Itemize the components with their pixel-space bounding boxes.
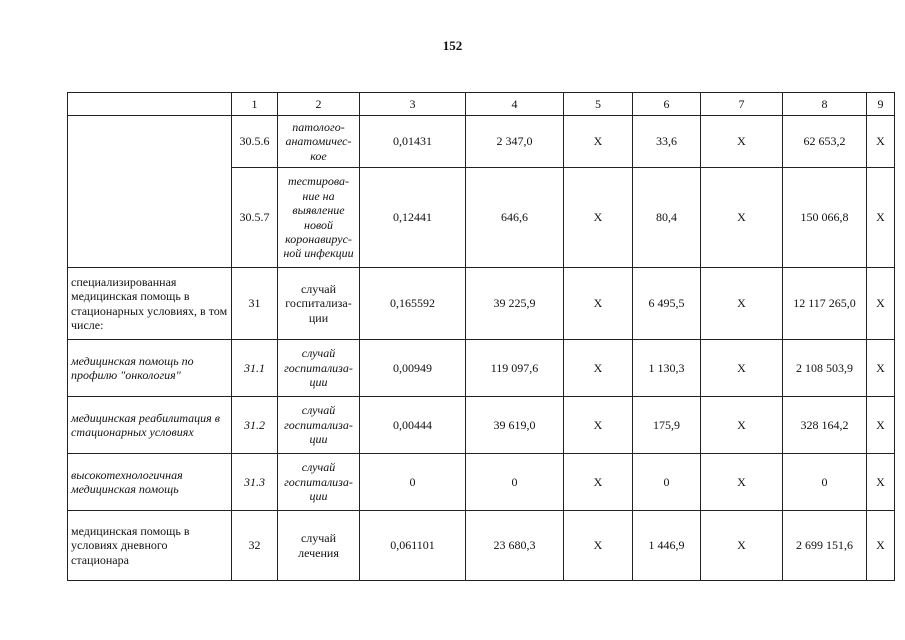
cell-col6: 175,9	[633, 397, 701, 454]
cell-col4: 646,6	[466, 168, 564, 268]
row-description: медицинская помощь по профилю "онкология"	[68, 340, 232, 397]
cell-col3: 0,01431	[360, 116, 466, 168]
header-cell: 2	[278, 93, 360, 116]
cell-col4: 119 097,6	[466, 340, 564, 397]
row-code: 31.1	[232, 340, 278, 397]
row-unit: случай госпитализа-ции	[278, 397, 360, 454]
cell-col6: 0	[633, 454, 701, 511]
cell-col9: X	[867, 511, 895, 581]
header-row	[68, 93, 895, 116]
table-row	[68, 340, 895, 397]
row-code: 31.2	[232, 397, 278, 454]
row-description: высокотехнологичная медицинская помощь	[68, 454, 232, 511]
cell-col3: 0,12441	[360, 168, 466, 268]
header-cell	[68, 93, 232, 116]
row-unit: случай госпитализа-ции	[278, 340, 360, 397]
cell-col5: X	[564, 268, 633, 340]
cell-col7: X	[701, 116, 783, 168]
cell-col8: 328 164,2	[783, 397, 867, 454]
cell-col7: X	[701, 397, 783, 454]
row-description: специализированная медицинская помощь в стационарных условиях, в том числе:	[68, 268, 232, 340]
row-unit: случай госпитализа-ции	[278, 268, 360, 340]
cell-col9: X	[867, 340, 895, 397]
row-unit: патолого-анатомичес-кое	[278, 116, 360, 168]
header-cell: 9	[867, 93, 895, 116]
row-description: медицинская реабилитация в стационарных условиях	[68, 397, 232, 454]
cell-col6: 1 130,3	[633, 340, 701, 397]
cell-col3: 0,061101	[360, 511, 466, 581]
cell-col5: X	[564, 397, 633, 454]
cell-col6: 80,4	[633, 168, 701, 268]
cell-col3: 0,165592	[360, 268, 466, 340]
table-row	[68, 116, 895, 168]
cell-col6: 1 446,9	[633, 511, 701, 581]
cell-col5: X	[564, 454, 633, 511]
cell-col9: X	[867, 168, 895, 268]
header-cell: 5	[564, 93, 633, 116]
cell-col9: X	[867, 268, 895, 340]
table-row	[68, 454, 895, 511]
cell-col5: X	[564, 511, 633, 581]
cell-col5: X	[564, 168, 633, 268]
cell-col8: 2 699 151,6	[783, 511, 867, 581]
cell-col7: X	[701, 454, 783, 511]
cell-col4: 0	[466, 454, 564, 511]
row-unit: тестирова-ние на выявление новой коронавирус-ной инфекции	[278, 168, 360, 268]
page-number: 152	[442, 38, 463, 53]
header-cell: 3	[360, 93, 466, 116]
data-table	[67, 92, 895, 581]
row-code: 31.3	[232, 454, 278, 511]
cell-col3: 0	[360, 454, 466, 511]
table-row	[68, 511, 895, 581]
cell-col9: X	[867, 397, 895, 454]
cell-col6: 6 495,5	[633, 268, 701, 340]
row-code: 30.5.6	[232, 116, 278, 168]
cell-col4: 39 619,0	[466, 397, 564, 454]
cell-col8: 150 066,8	[783, 168, 867, 268]
cell-col7: X	[701, 511, 783, 581]
cell-col9: X	[867, 116, 895, 168]
header-cell: 4	[466, 93, 564, 116]
row-code: 31	[232, 268, 278, 340]
cell-col6: 33,6	[633, 116, 701, 168]
cell-col3: 0,00949	[360, 340, 466, 397]
header-cell: 1	[232, 93, 278, 116]
row-description: медицинская помощь в условиях дневного стационара	[68, 511, 232, 581]
cell-col7: X	[701, 268, 783, 340]
header-cell: 7	[701, 93, 783, 116]
row-description	[68, 116, 232, 268]
header-cell: 8	[783, 93, 867, 116]
cell-col8: 12 117 265,0	[783, 268, 867, 340]
table-row	[68, 397, 895, 454]
cell-col9: X	[867, 454, 895, 511]
cell-col8: 0	[783, 454, 867, 511]
row-unit: случай госпитализа-ции	[278, 454, 360, 511]
cell-col7: X	[701, 340, 783, 397]
row-unit: случай лечения	[278, 511, 360, 581]
header-cell: 6	[633, 93, 701, 116]
cell-col5: X	[564, 116, 633, 168]
cell-col7: X	[701, 168, 783, 268]
cell-col4: 39 225,9	[466, 268, 564, 340]
cell-col8: 62 653,2	[783, 116, 867, 168]
cell-col5: X	[564, 340, 633, 397]
row-code: 32	[232, 511, 278, 581]
table-row	[68, 268, 895, 340]
cell-col4: 23 680,3	[466, 511, 564, 581]
row-code: 30.5.7	[232, 168, 278, 268]
cell-col3: 0,00444	[360, 397, 466, 454]
cell-col8: 2 108 503,9	[783, 340, 867, 397]
cell-col4: 2 347,0	[466, 116, 564, 168]
